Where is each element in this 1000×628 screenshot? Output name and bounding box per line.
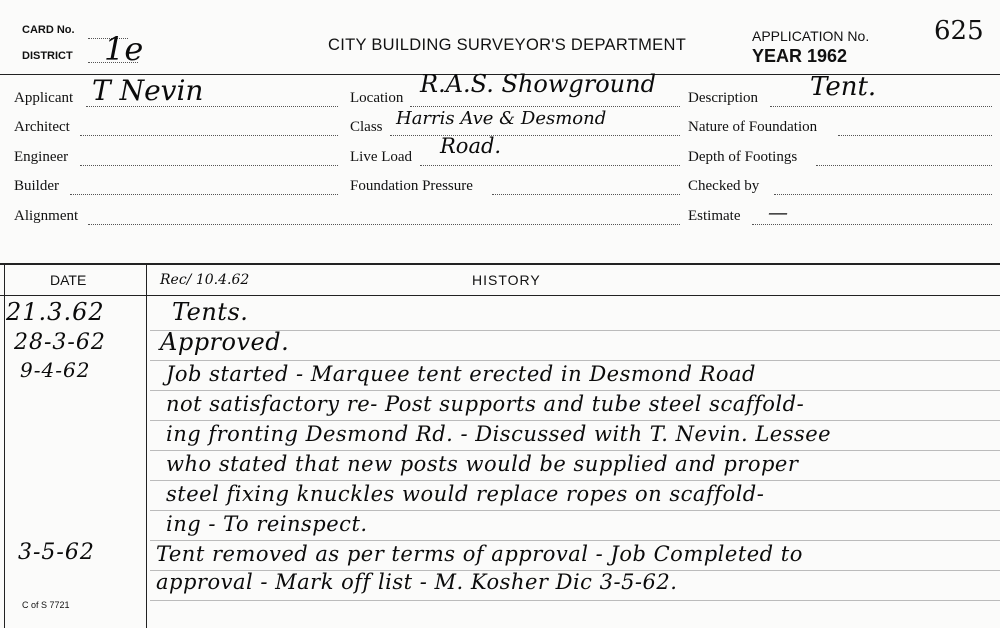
live-load-line bbox=[420, 165, 680, 166]
department-title: CITY BUILDING SURVEYOR'S DEPARTMENT bbox=[328, 36, 687, 54]
foundation-pressure-line bbox=[492, 194, 680, 195]
ruled-line bbox=[150, 360, 1000, 361]
ruled-line bbox=[150, 450, 1000, 451]
checked-by-label: Checked by bbox=[688, 178, 760, 194]
application-no-value: 625 bbox=[934, 16, 984, 46]
nature-foundation-line bbox=[838, 135, 992, 136]
location-line bbox=[410, 106, 680, 107]
history-header-divider bbox=[0, 295, 1000, 296]
history-text-line: ing fronting Desmond Rd. - Discussed with T. Nevin. Lessee bbox=[166, 422, 832, 446]
history-text-line: not satisfactory re- Post supports and tube steel scaffold- bbox=[166, 392, 805, 416]
class-label: Class bbox=[350, 119, 383, 135]
history-text-line: steel fixing knuckles would replace ropes on scaffold- bbox=[166, 482, 765, 506]
class-line bbox=[390, 135, 680, 136]
checked-by-line bbox=[774, 194, 992, 195]
left-edge bbox=[4, 263, 5, 628]
depth-footings-line bbox=[816, 165, 992, 166]
district-value: 1e bbox=[104, 30, 144, 68]
foundation-pressure-label: Foundation Pressure bbox=[350, 178, 473, 194]
ruled-line bbox=[150, 510, 1000, 511]
history-date: 9-4-62 bbox=[20, 358, 91, 382]
class-value: Harris Ave & Desmond bbox=[396, 108, 607, 129]
history-top-border bbox=[0, 263, 1000, 265]
history-text-line: Approved. bbox=[160, 328, 290, 356]
history-date: 21.3.62 bbox=[6, 298, 105, 326]
nature-foundation-label: Nature of Foundation bbox=[688, 119, 818, 135]
estimate-line bbox=[752, 224, 992, 225]
builder-label: Builder bbox=[14, 178, 59, 194]
district-label: DISTRICT bbox=[22, 50, 73, 62]
live-load-value: Road. bbox=[440, 134, 502, 158]
engineer-line bbox=[80, 165, 338, 166]
history-text-line: Tents. bbox=[172, 298, 249, 326]
history-text-line: approval - Mark off list - M. Kosher Dic 3-5-62. bbox=[156, 570, 678, 594]
builder-line bbox=[70, 194, 338, 195]
alignment-line bbox=[88, 224, 680, 225]
history-header: HISTORY bbox=[472, 272, 541, 288]
description-label: Description bbox=[688, 90, 758, 106]
applicant-label: Applicant bbox=[14, 90, 74, 106]
history-text-line: Job started - Marquee tent erected in Desmond Road bbox=[166, 362, 756, 386]
depth-footings-label: Depth of Footings bbox=[688, 149, 798, 165]
date-header: DATE bbox=[50, 272, 87, 288]
card-no-label: CARD No. bbox=[22, 24, 75, 36]
ruled-line bbox=[150, 480, 1000, 481]
year-label: YEAR 1962 bbox=[752, 46, 848, 66]
estimate-value: — bbox=[768, 200, 788, 224]
applicant-value: T Nevin bbox=[92, 74, 204, 107]
history-date: 3-5-62 bbox=[18, 540, 95, 565]
live-load-label: Live Load bbox=[350, 149, 413, 165]
date-column-divider bbox=[146, 263, 147, 628]
architect-label: Architect bbox=[14, 119, 70, 135]
estimate-label: Estimate bbox=[688, 208, 741, 224]
architect-line bbox=[80, 135, 338, 136]
location-label: Location bbox=[350, 90, 404, 106]
history-text-line: Tent removed as per terms of approval - Job Completed to bbox=[156, 542, 803, 566]
history-date: 28-3-62 bbox=[14, 330, 106, 355]
ruled-line bbox=[150, 420, 1000, 421]
alignment-label: Alignment bbox=[14, 208, 79, 224]
history-text-line: who stated that new posts would be supplied and proper bbox=[166, 452, 799, 476]
received-note: Rec/ 10.4.62 bbox=[160, 272, 250, 288]
ruled-line bbox=[150, 600, 1000, 601]
application-no-label: APPLICATION No. bbox=[752, 28, 870, 44]
history-text-line: ing - To reinspect. bbox=[166, 512, 368, 536]
description-value: Tent. bbox=[810, 72, 877, 102]
form-code: C of S 7721 bbox=[22, 600, 70, 610]
ruled-line bbox=[150, 390, 1000, 391]
description-line bbox=[770, 106, 992, 107]
location-value: R.A.S. Showground bbox=[420, 70, 656, 98]
ruled-line bbox=[150, 540, 1000, 541]
engineer-label: Engineer bbox=[14, 149, 69, 165]
